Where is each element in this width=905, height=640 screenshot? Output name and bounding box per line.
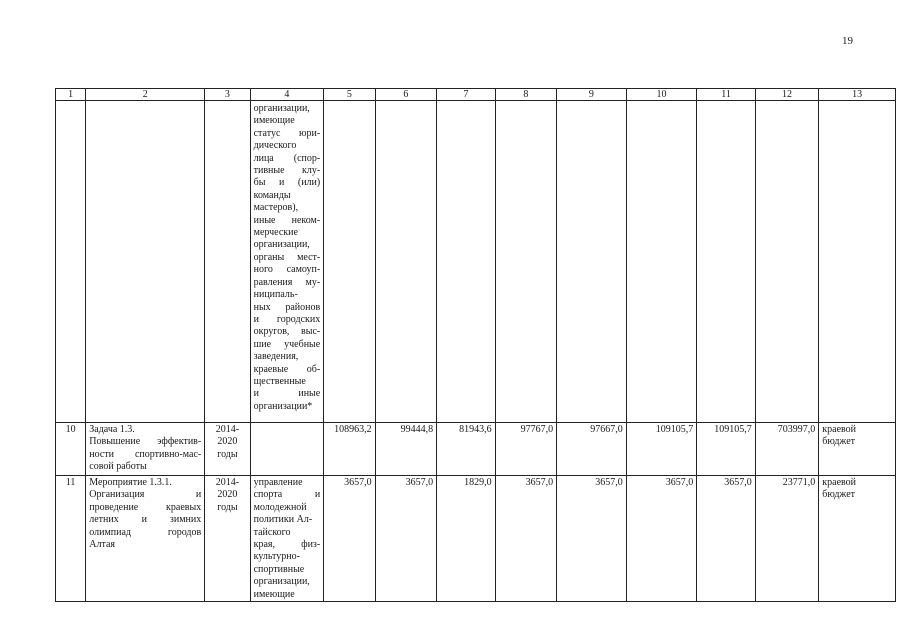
value-cell: 3657,0 — [324, 476, 375, 602]
column-number: 5 — [324, 89, 375, 101]
executor-cell: организации, имеющие статус юри- дического лица (спор- тивные клу- бы и (или) команды мастеров), иные неком- мерческие организации, органы мест- ного самоуп- равления му- ниципаль- ных районов и городских округов, выс- шие учебные заведения, краевые об- щественные и иные организации* — [250, 101, 324, 423]
table-row-11 — [56, 476, 896, 602]
value-cell: 1829,0 — [437, 476, 495, 602]
column-number: 10 — [626, 89, 697, 101]
column-number: 7 — [437, 89, 495, 101]
column-number: 12 — [755, 89, 819, 101]
row-number: 10 — [56, 423, 86, 476]
value-cell: 99444,8 — [375, 423, 437, 476]
value-cell: 97767,0 — [495, 423, 557, 476]
row-number: 11 — [56, 476, 86, 602]
column-number: 8 — [495, 89, 557, 101]
total-cell: 703997,0 — [755, 423, 819, 476]
value-cell: 109105,7 — [626, 423, 697, 476]
task-name-cell: Задача 1.3. Повышение эффектив- ности спортивно-мас- совой работы — [86, 423, 205, 476]
column-number: 6 — [375, 89, 437, 101]
funding-source-cell: краевой бюджет — [819, 476, 896, 602]
event-name-cell: Мероприятие 1.3.1. Организация и проведение краевых летних и зимних олимпиад городов Алтая — [86, 476, 205, 602]
value-cell: 3657,0 — [626, 476, 697, 602]
value-cell: 3657,0 — [375, 476, 437, 602]
page-number: 19 — [842, 35, 853, 47]
column-number: 1 — [56, 89, 86, 101]
column-number: 9 — [557, 89, 627, 101]
total-cell: 23771,0 — [755, 476, 819, 602]
value-cell: 108963,2 — [324, 423, 375, 476]
value-cell: 97667,0 — [557, 423, 627, 476]
executor-cell — [250, 423, 324, 476]
value-cell: 109105,7 — [697, 423, 755, 476]
value-cell: 3657,0 — [697, 476, 755, 602]
executor-cell: управление спорта и молодежной политики Ал- тайского края, физ- культурно- спортивные организации, имеющие — [250, 476, 324, 602]
column-number-row — [56, 89, 896, 101]
years-cell: 2014- 2020 годы — [205, 423, 250, 476]
value-cell: 3657,0 — [557, 476, 627, 602]
column-number: 13 — [819, 89, 896, 101]
column-number: 2 — [86, 89, 205, 101]
value-cell: 81943,6 — [437, 423, 495, 476]
column-number: 4 — [250, 89, 324, 101]
value-cell: 3657,0 — [495, 476, 557, 602]
table-row-10 — [56, 423, 896, 476]
years-cell: 2014- 2020 годы — [205, 476, 250, 602]
funding-source-cell: краевой бюджет — [819, 423, 896, 476]
column-number: 11 — [697, 89, 755, 101]
program-table — [55, 88, 896, 602]
column-number: 3 — [205, 89, 250, 101]
table-row-continuation — [56, 101, 896, 423]
